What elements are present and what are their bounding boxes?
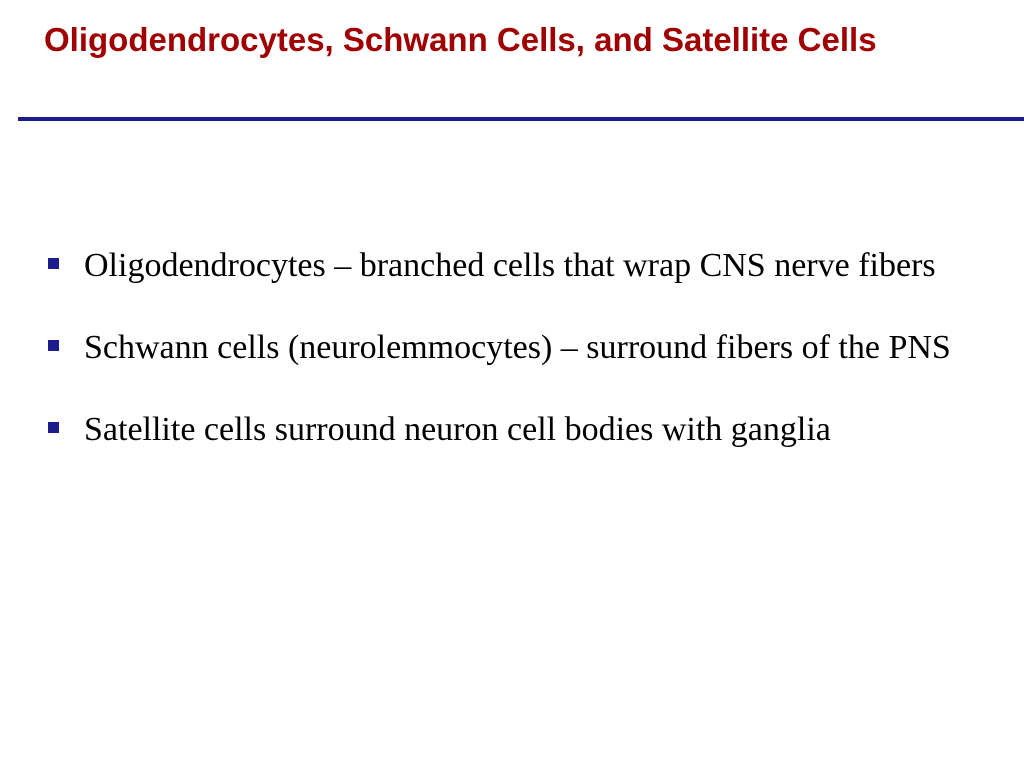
bullet-list <box>44 242 994 488</box>
square-bullet-icon <box>48 422 59 433</box>
bullet-item-oligodendrocytes <box>44 242 994 289</box>
bullet-item-schwann-cells <box>44 324 994 371</box>
bullet-text: Satellite cells surround neuron cell bodies with ganglia <box>84 411 831 448</box>
slide-title: Oligodendrocytes, Schwann Cells, and Satellite Cells <box>44 21 877 58</box>
bullet-item-satellite-cells <box>44 406 994 453</box>
bullet-text: Oligodendrocytes – branched cells that wrap CNS nerve fibers <box>84 247 936 284</box>
bullet-text: Schwann cells (neurolemmocytes) – surround fibers of the PNS <box>84 329 951 366</box>
title-divider <box>18 117 1024 121</box>
square-bullet-icon <box>48 340 59 351</box>
square-bullet-icon <box>48 258 59 269</box>
